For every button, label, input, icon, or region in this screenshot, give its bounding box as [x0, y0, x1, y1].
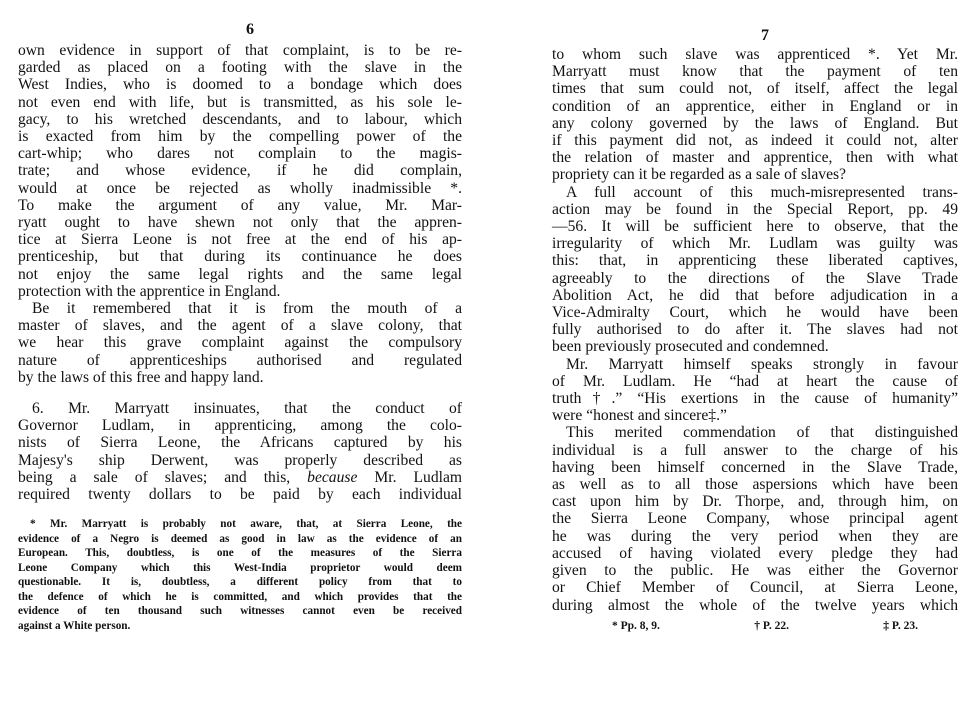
text-line: irregularity of which Mr. Ludlam was guilty was [552, 235, 958, 253]
text-line: as well as to all those aspersions which have been [552, 476, 958, 494]
text-line: cast upon him by Dr. Thorpe, and, through him, on [552, 493, 958, 511]
text-line: of Mr. Ludlam. He “had at heart the cause of [552, 372, 958, 390]
text-line: cart-whip; who dares not complain to the magis- [18, 145, 462, 163]
text-line: having been himself concerned in the Slave Trade, [552, 458, 958, 476]
footnote-ref: ‡ P. 23. [883, 619, 918, 632]
footnote-ref: * Pp. 8, 9. [612, 619, 660, 632]
text-line: would at once be rejected as wholly inadmissible *. [18, 179, 462, 197]
left-paragraph-2 [18, 300, 462, 386]
left-paragraph-3 [18, 400, 462, 503]
text-line: required twenty dollars to be paid by each individual [18, 486, 462, 504]
text-line [18, 469, 462, 486]
text-line: own evidence in support of that complaint, is to be re- [18, 42, 462, 59]
text-line: propriety can it be regarded as a sale of slaves? [552, 166, 846, 184]
text-line: the Sierra Leone Company, whose principal agent [552, 510, 958, 528]
text-line: Abolition Act, he did that before adjudication in a [552, 286, 958, 304]
text-line: not enjoy the same legal rights and the same legal [18, 265, 462, 283]
text-line: accused of having violated every pledge they had [552, 544, 958, 562]
text-line: West Indies, who is doomed to a bondage which does [18, 76, 462, 94]
text-line: the relation of master and apprentice, then with what [552, 149, 958, 167]
text-line: during almost the whole of the twelve years which [552, 596, 958, 614]
text-line: nature of apprenticeships authorised and regulated [18, 351, 462, 369]
text-line: agreeably to the directions of the Slave Trade [552, 269, 958, 287]
text-line: fully authorised to do after it. The slaves had not [552, 321, 958, 339]
text-line: 6. Mr. Marryatt insinuates, that the conduct of [32, 400, 462, 418]
text-line: Be it remembered that it is from the mouth of a [32, 300, 462, 318]
text-line: nists of Sierra Leone, the Africans captured by his [18, 434, 462, 452]
text-line: action may be found in the Special Report, pp. 49 [552, 200, 958, 218]
left-footnote [18, 517, 462, 633]
text-line: prenticeship, but that during its continuance he does [18, 248, 462, 266]
left-page-number: 6 [246, 21, 254, 38]
right-page-number: 7 [761, 27, 769, 44]
footnote-line: Leone Company which this West-India proprietor would deem [18, 561, 462, 574]
right-footnotes [552, 620, 958, 632]
text-line: condition of an apprentice, either in England or in [552, 97, 958, 115]
footnote-line: against a White person. [18, 619, 131, 632]
footnote-line: European. This, doubtless, is one of the measures of the Sierra [18, 547, 462, 560]
text-line: tice at Sierra Leone is not free at the end of his ap- [18, 231, 462, 249]
text-fragment: Mr. Ludlam [357, 468, 462, 486]
text-line: this: that, in apprenticing these liberated captives, [552, 252, 958, 270]
footnote-line: questionable. It is, doubtless, a different policy from that to [18, 576, 462, 589]
text-line: were “honest and sincere‡.” [552, 407, 727, 425]
text-line: gacy, to his wretched descendants, and to labour, which [18, 110, 462, 128]
text-line: been previously prosecuted and condemned. [552, 338, 829, 356]
text-line: truth†.” “His exertions in the cause of humanity” [552, 390, 958, 408]
text-line: given to the public. He was either the Governor [552, 562, 958, 580]
text-line: This merited commendation of that distinguished [566, 424, 958, 442]
text-line: Vice-Admiralty Court, which he would have been [552, 304, 958, 322]
footnote-line: evidence of a Negro is deemed as good in law as the evidence of an [18, 532, 462, 545]
right-paragraph-4 [552, 424, 958, 613]
text-line: protection with the apprentice in England. [18, 282, 281, 300]
text-line: Governor Ludlam, in apprenticing, among the colo- [18, 417, 462, 435]
text-line: Marryatt must know that the payment of ten [552, 63, 958, 81]
text-line: garded as placed on a footing with the slave in the [18, 59, 462, 77]
text-line: if this payment did not, as indeed it could not, alter [552, 132, 958, 150]
text-line: by the laws of this free and happy land. [18, 368, 264, 386]
text-line: individual is a full answer to the charge of his [552, 441, 958, 459]
text-line: we hear this grave complaint against the compulsory [18, 334, 462, 352]
text-line: is exacted from him by the compelling power of the [18, 128, 462, 146]
text-line: or Chief Member of Council, at Sierra Leone, [552, 579, 958, 597]
left-paragraph-1 [18, 42, 462, 300]
text-line: to whom such slave was apprenticed *. Yet Mr. [552, 46, 958, 63]
right-paragraph-1 [552, 46, 958, 184]
text-line: master of slaves, and the agent of a slave colony, that [18, 317, 462, 335]
text-line: A full account of this much-misrepresented trans- [566, 183, 958, 201]
footnote-line: evidence of ten thousand such witnesses cannot even be received [18, 605, 462, 618]
text-line: To make the argument of any value, Mr. Mar- [18, 196, 462, 214]
right-page [490, 0, 980, 702]
right-paragraph-3 [552, 356, 958, 425]
text-line: not even end with life, but is transmitted, as his sole le- [18, 93, 462, 111]
footnote-ref: † P. 22. [754, 619, 789, 632]
footnote-line: * Mr. Marryatt is probably not aware, that, at Sierra Leone, the [30, 518, 462, 531]
text-line: Majesy's ship Derwent, was properly described as [18, 451, 462, 469]
footnote-line: the defence of which he is committed, and which provides that the [18, 590, 462, 603]
text-line: he was during the very period when they are [552, 527, 958, 545]
text-line: any colony governed by the laws of England. But [552, 114, 958, 132]
right-paragraph-2 [552, 184, 958, 356]
text-line: —56. It will be sufficient here to observe, that the [552, 218, 958, 236]
emphasis-text: because [307, 468, 358, 486]
text-line: ryatt ought to have shewn not only that the appren- [18, 214, 462, 232]
text-line: times that sum could not, of itself, affect the legal [552, 80, 958, 98]
text-line: trate; and whose evidence, if he did complain, [18, 162, 462, 180]
text-line: Mr. Marryatt himself speaks strongly in favour [566, 355, 958, 373]
text-fragment: being a sale of slaves; and this, [18, 468, 291, 486]
